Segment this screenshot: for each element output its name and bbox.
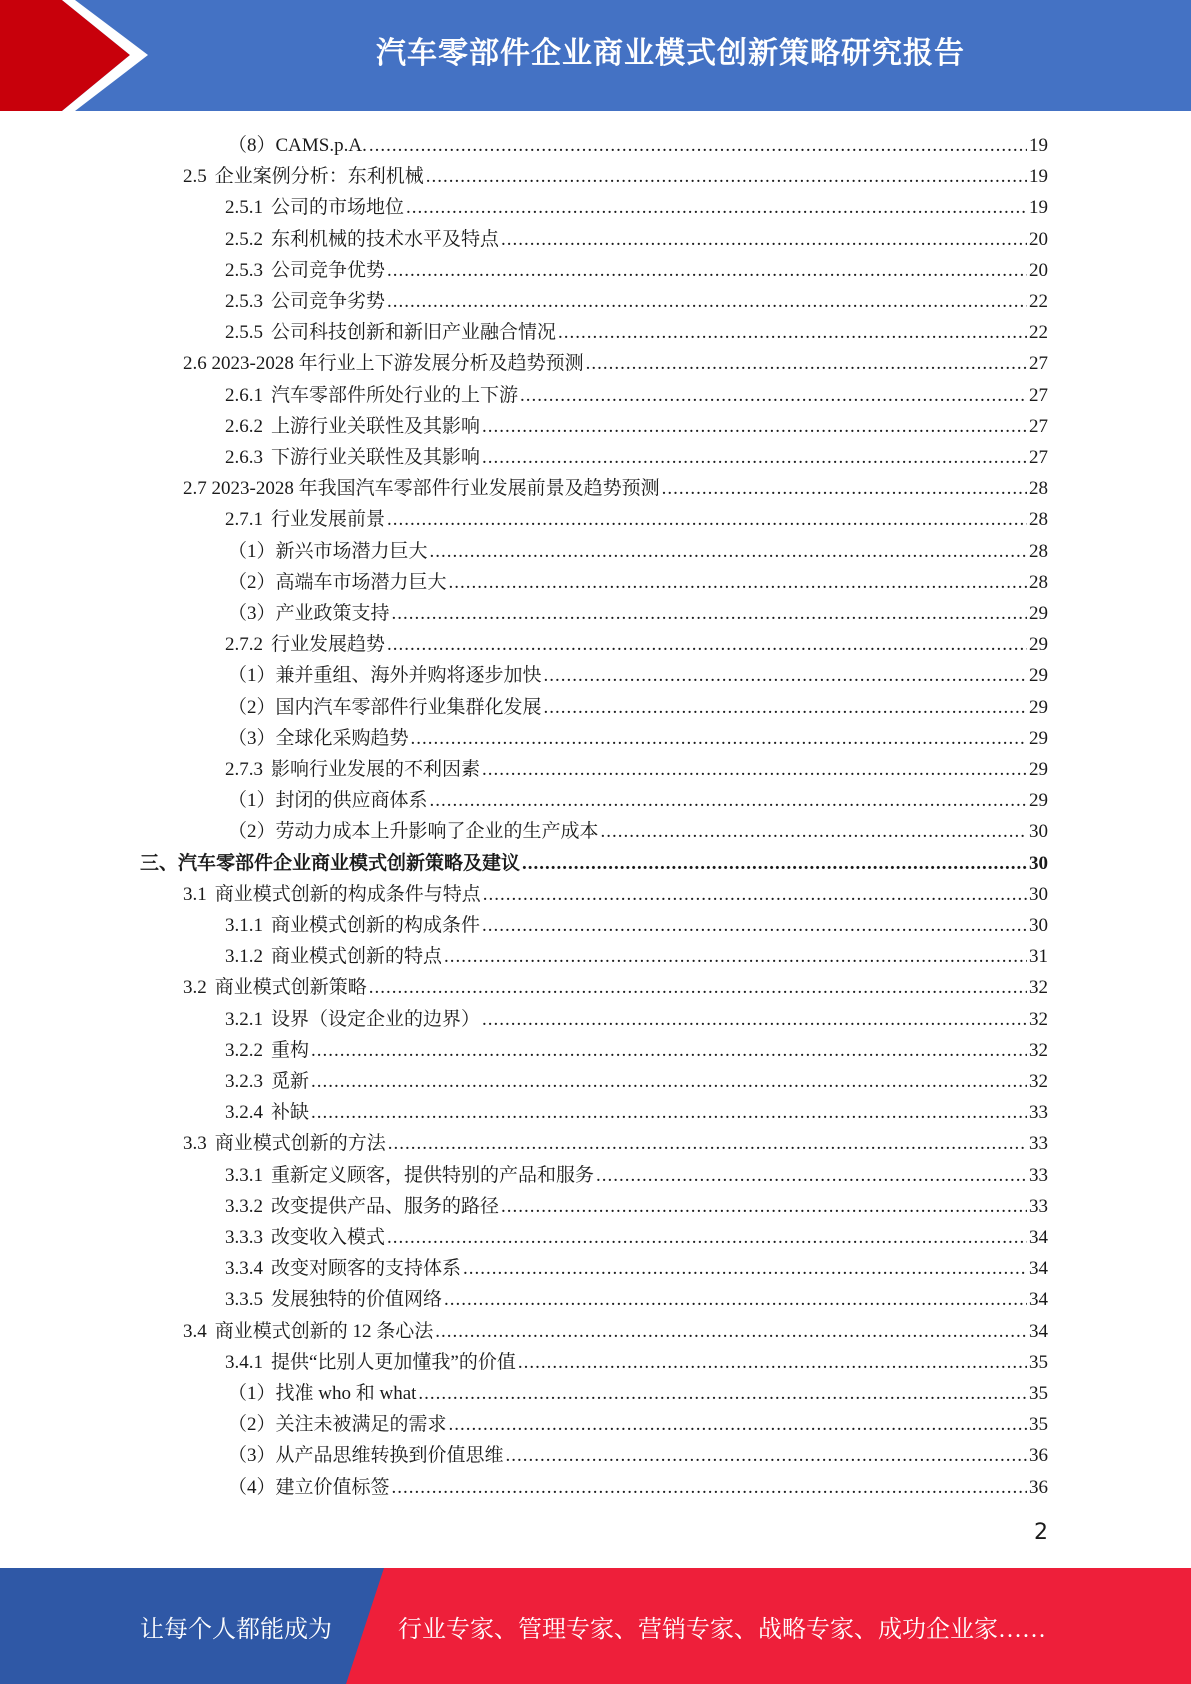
toc-entry-number: 3.4.1: [225, 1351, 263, 1373]
toc-entry-label: [225, 633, 385, 657]
toc-dot-leader: [544, 696, 1027, 720]
toc-entry-label: [228, 1382, 416, 1406]
toc-entry[interactable]: [228, 1406, 1048, 1437]
toc-entry-text: 企业案例分析：东利机械: [214, 166, 424, 188]
toc-dot-leader: [430, 789, 1027, 813]
toc-entry[interactable]: [225, 1188, 1048, 1219]
toc-dot-leader: [544, 664, 1027, 688]
toc-entry-page: 22: [1029, 322, 1048, 344]
toc-entry-text: （3）产业政策支持: [228, 603, 390, 624]
toc-entry[interactable]: [228, 813, 1048, 844]
toc-entry-number: 2.7.1: [225, 509, 263, 531]
toc-dot-leader: [387, 259, 1027, 283]
report-title: 汽车零部件企业商业模式创新策略研究报告: [376, 36, 965, 71]
toc-entry[interactable]: [225, 501, 1048, 532]
toc-entry-number: 2.7.3: [225, 759, 263, 780]
toc-entry-label: [228, 1476, 390, 1500]
toc-entry-page: 28: [1029, 478, 1048, 500]
toc-dot-leader: [558, 321, 1027, 345]
toc-entry-text: （2）劳动力成本上升影响了企业的生产成本: [228, 821, 599, 843]
toc-entry-label: [225, 1039, 309, 1063]
toc-entry-text: 公司竞争优势: [271, 259, 386, 281]
toc-entry-label: [228, 1413, 447, 1437]
footer-slogan-left: 让每个人都能成为: [140, 1616, 332, 1643]
toc-entry-page: 28: [1029, 509, 1048, 531]
toc-entry-page: 35: [1029, 1351, 1048, 1373]
toc-entry-page: 29: [1029, 759, 1048, 780]
toc-dot-leader: [369, 976, 1027, 1000]
toc-entry[interactable]: [225, 1250, 1048, 1281]
toc-entry[interactable]: [228, 533, 1048, 564]
toc-entry-label: [225, 1195, 499, 1219]
toc-entry[interactable]: [228, 782, 1048, 813]
toc-dot-leader: [483, 883, 1027, 907]
toc-entry-text: 2.6 2023-2028 年行业上下游发展分析及趋势预测: [183, 353, 584, 375]
toc-dot-leader: [369, 134, 1027, 158]
toc-entry-page: 22: [1029, 291, 1048, 312]
toc-entry-page: 29: [1029, 727, 1048, 749]
toc-entry-label: [225, 1070, 309, 1094]
toc-entry-page: 27: [1029, 415, 1048, 437]
toc-entry-label: [228, 602, 390, 626]
page-header: [0, 0, 1191, 111]
toc-dot-leader: [601, 820, 1027, 844]
toc-entry-text: 改变收入模式: [271, 1227, 386, 1248]
toc-entry[interactable]: [225, 252, 1048, 283]
toc-dot-leader: [435, 1320, 1027, 1344]
page-number: 2: [1034, 1520, 1048, 1545]
toc-entry-label: [228, 664, 542, 688]
toc-entry-label: [228, 540, 428, 564]
toc-entry[interactable]: [183, 1125, 1048, 1156]
toc-entry[interactable]: [183, 969, 1048, 1000]
toc-entry-number: 3.3.2: [225, 1195, 263, 1217]
toc-entry[interactable]: [225, 1094, 1048, 1125]
toc-entry[interactable]: [225, 283, 1048, 314]
toc-entry[interactable]: [225, 189, 1048, 220]
toc-entry[interactable]: [225, 439, 1048, 470]
toc-entry-number: 3.2: [183, 977, 207, 999]
toc-entry-text: 设界（设定企业的边界）: [271, 1008, 481, 1030]
toc-entry-label: [228, 727, 409, 751]
toc-dot-leader: [387, 633, 1027, 657]
toc-entry-label: [225, 321, 556, 345]
toc-entry-page: 27: [1029, 447, 1048, 468]
toc-entry-label: [225, 508, 385, 532]
toc-entry-label: [225, 1351, 516, 1375]
toc-entry-text: 行业发展趋势: [271, 634, 386, 656]
toc-entry-label: [228, 789, 428, 813]
toc-dot-leader: [482, 914, 1027, 938]
toc-dot-leader: [501, 1195, 1027, 1219]
toc-entry-page: 28: [1029, 571, 1048, 593]
toc-entry-page: 20: [1029, 228, 1048, 250]
toc-entry-text: 觅新: [271, 1071, 310, 1092]
toc-entry-page: 33: [1029, 1102, 1048, 1124]
header-arrow-decoration: [0, 0, 160, 111]
toc-entry[interactable]: [228, 1375, 1048, 1406]
toc-entry-page: 33: [1029, 1195, 1048, 1217]
toc-entry-text: 改变提供产品、服务的路径: [271, 1195, 500, 1217]
toc-entry-number: 3.2.3: [225, 1071, 263, 1092]
toc-dot-leader: [387, 290, 1027, 314]
toc-entry-text: 汽车零部件所处行业的上下游: [271, 384, 519, 406]
toc-entry[interactable]: [228, 689, 1048, 720]
toc-dot-leader: [387, 1226, 1027, 1250]
toc-dot-leader: [444, 1288, 1027, 1312]
toc-entry[interactable]: [228, 564, 1048, 595]
toc-entry[interactable]: [225, 408, 1048, 439]
toc-entry-text: （1）封闭的供应商体系: [228, 790, 428, 812]
toc-entry[interactable]: [225, 1344, 1048, 1375]
toc-entry-number: 3.1.1: [225, 915, 263, 936]
toc-entry-label: [183, 1132, 386, 1156]
toc-entry-text: （1）新兴市场潜力巨大: [228, 540, 428, 562]
toc-entry-page: 29: [1029, 790, 1048, 812]
toc-dot-leader: [311, 1039, 1027, 1063]
toc-entry-text: 上游行业关联性及其影响: [271, 415, 481, 437]
toc-entry[interactable]: [228, 720, 1048, 751]
toc-entry-page: 19: [1029, 197, 1048, 219]
toc-entry-number: 2.6.3: [225, 447, 263, 468]
toc-entry[interactable]: [228, 657, 1048, 688]
toc-entry-number: 3.2.4: [225, 1102, 263, 1124]
toc-entry[interactable]: [183, 470, 1048, 501]
toc-dot-leader: [482, 415, 1027, 439]
toc-entry[interactable]: [225, 221, 1048, 252]
toc-dot-leader: [411, 727, 1027, 751]
toc-entry[interactable]: [183, 345, 1048, 376]
toc-entry-number: 3.2.2: [225, 1039, 263, 1061]
toc-entry-label: [225, 384, 518, 408]
toc-dot-leader: [388, 1132, 1027, 1156]
toc-entry-text: 补缺: [271, 1102, 310, 1124]
toc-entry-page: 20: [1029, 259, 1048, 281]
toc-entry-page: 27: [1029, 384, 1048, 406]
toc-dot-leader: [482, 1008, 1027, 1032]
toc-entry-text: 三、汽车零部件企业商业模式创新策略及建议: [140, 852, 521, 874]
toc-entry[interactable]: [183, 876, 1048, 907]
toc-entry[interactable]: [140, 845, 1048, 876]
toc-entry-text: （2）关注未被满足的需求: [228, 1414, 447, 1436]
toc-entry-text: 影响行业发展的不利因素: [271, 759, 481, 780]
toc-dot-leader: [387, 508, 1027, 532]
toc-entry[interactable]: [228, 595, 1048, 626]
toc-dot-leader: [444, 945, 1027, 969]
toc-entry[interactable]: [225, 907, 1048, 938]
page-footer: [0, 1568, 1191, 1684]
toc-entry-text: 东利机械的技术水平及特点: [271, 228, 500, 250]
toc-entry-page: 34: [1029, 1227, 1048, 1248]
toc-entry-label: [225, 1226, 385, 1250]
toc-entry-page: 34: [1029, 1258, 1048, 1280]
toc-entry-page: 31: [1029, 946, 1048, 968]
toc-entry[interactable]: [225, 751, 1048, 782]
toc-entry-text: 商业模式创新的特点: [271, 946, 443, 968]
toc-entry-number: 2.5: [183, 166, 207, 188]
toc-entry-label: [183, 352, 584, 376]
toc-entry-page: 35: [1029, 1383, 1048, 1404]
toc-entry-text: （8）CAMS.p.A.: [228, 135, 367, 156]
toc-entry-label: [183, 976, 367, 1000]
toc-entry-text: 商业模式创新策略: [214, 977, 367, 999]
toc-entry-number: 2.6.2: [225, 415, 263, 437]
toc-dot-leader: [311, 1070, 1027, 1094]
toc-entry[interactable]: [225, 1281, 1048, 1312]
toc-entry[interactable]: [228, 1437, 1048, 1468]
toc-entry[interactable]: [228, 1469, 1048, 1500]
toc-entry[interactable]: [183, 1313, 1048, 1344]
toc-entry-label: [183, 477, 660, 501]
toc-entry-label: [140, 852, 520, 876]
toc-entry[interactable]: [225, 938, 1048, 969]
toc-entry-text: （2）国内汽车零部件行业集群化发展: [228, 696, 542, 718]
toc-entry-text: 提供“比别人更加懂我”的价值: [271, 1351, 516, 1373]
toc-entry[interactable]: [225, 1001, 1048, 1032]
toc-dot-leader: [501, 228, 1027, 252]
toc-entry-page: 32: [1029, 1071, 1048, 1092]
toc-dot-leader: [520, 384, 1027, 408]
toc-dot-leader: [482, 758, 1027, 782]
toc-entry-label: [225, 446, 480, 470]
toc-dot-leader: [596, 1164, 1027, 1188]
toc-dot-leader: [406, 196, 1027, 220]
toc-entry-page: 35: [1029, 1414, 1048, 1436]
toc-entry[interactable]: [225, 1219, 1048, 1250]
footer-slogan-right: 行业专家、管理专家、营销专家、战略专家、成功企业家……: [398, 1616, 1046, 1643]
toc-dot-leader: [586, 352, 1027, 376]
toc-entry-label: [228, 134, 367, 158]
toc-entry-number: 2.5.3: [225, 259, 263, 281]
toc-entry[interactable]: [225, 626, 1048, 657]
toc-entry-page: 34: [1029, 1320, 1048, 1342]
toc-entry-page: 34: [1029, 1289, 1048, 1311]
toc-entry-label: [225, 1008, 480, 1032]
toc-entry-page: 36: [1029, 1476, 1048, 1498]
toc-entry-text: （3）全球化采购趋势: [228, 727, 409, 749]
toc-dot-leader: [426, 165, 1027, 189]
toc-dot-leader: [449, 571, 1027, 595]
toc-dot-leader: [392, 602, 1027, 626]
toc-entry-label: [225, 1101, 309, 1125]
toc-entry-page: 30: [1029, 821, 1048, 843]
toc-entry-label: [225, 228, 499, 252]
toc-entry[interactable]: [183, 158, 1048, 189]
toc-entry-text: 公司的市场地位: [271, 197, 405, 219]
toc-entry-text: 公司科技创新和新旧产业融合情况: [271, 322, 557, 344]
toc-entry-label: [225, 1288, 442, 1312]
toc-dot-leader: [518, 1351, 1027, 1375]
toc-entry-number: 2.5.2: [225, 228, 263, 250]
toc-dot-leader: [418, 1382, 1027, 1406]
toc-entry-label: [225, 259, 385, 283]
toc-entry-number: 3.3.1: [225, 1164, 263, 1186]
toc-entry-text: 下游行业关联性及其影响: [271, 447, 481, 468]
toc-entry-text: 2.7 2023-2028 年我国汽车零部件行业发展前景及趋势预测: [183, 478, 660, 500]
toc-entry-text: 重构: [271, 1039, 310, 1061]
toc-entry-label: [225, 196, 404, 220]
toc-entry[interactable]: [225, 377, 1048, 408]
toc-entry-label: [225, 1257, 461, 1281]
toc-entry-number: 3.3.5: [225, 1289, 263, 1311]
toc-entry-page: 29: [1029, 696, 1048, 718]
toc-dot-leader: [463, 1257, 1027, 1281]
toc-entry-number: 2.7.2: [225, 634, 263, 656]
toc-entry-page: 19: [1029, 166, 1048, 188]
toc-entry[interactable]: [228, 127, 1048, 158]
toc-entry-page: 29: [1029, 665, 1048, 687]
toc-entry[interactable]: [225, 1032, 1048, 1063]
toc-entry-text: 重新定义顾客，提供特别的产品和服务: [271, 1164, 595, 1186]
toc-dot-leader: [522, 852, 1027, 876]
toc-entry-page: 32: [1029, 977, 1048, 999]
toc-entry-text: 公司竞争劣势: [271, 291, 386, 312]
toc-entry-page: 33: [1029, 1133, 1048, 1155]
toc-entry-page: 33: [1029, 1164, 1048, 1186]
toc-dot-leader: [311, 1101, 1027, 1125]
toc-entry-text: （2）高端车市场潜力巨大: [228, 571, 447, 593]
toc-entry-number: 3.3: [183, 1133, 207, 1155]
toc-entry-text: 发展独特的价值网络: [271, 1289, 443, 1311]
toc-entry-page: 32: [1029, 1039, 1048, 1061]
toc-entry-label: [228, 696, 542, 720]
toc-entry-page: 30: [1029, 883, 1048, 905]
toc-entry-number: 3.1.2: [225, 946, 263, 968]
toc-entry-number: 3.2.1: [225, 1008, 263, 1030]
toc-entry-text: 商业模式创新的方法: [214, 1133, 386, 1155]
toc-entry-text: （3）从产品思维转换到价值思维: [228, 1445, 504, 1467]
toc-entry-text: 商业模式创新的 12 条心法: [214, 1320, 434, 1342]
toc-entry-page: 29: [1029, 634, 1048, 656]
toc-entry-label: [228, 1444, 504, 1468]
toc-entry-number: 2.5.1: [225, 197, 263, 219]
toc-entry-page: 30: [1029, 852, 1048, 874]
toc-entry-number: 3.3.4: [225, 1258, 263, 1280]
toc-entry-label: [183, 165, 424, 189]
toc-entry-label: [225, 914, 480, 938]
toc-entry[interactable]: [225, 314, 1048, 345]
toc-dot-leader: [506, 1444, 1027, 1468]
toc-entry-text: （1）找准 who 和 what: [228, 1383, 417, 1404]
toc-entry-number: 2.6.1: [225, 384, 263, 406]
toc-entry-label: [183, 883, 481, 907]
toc-entry[interactable]: [225, 1157, 1048, 1188]
toc-entry-text: 改变对顾客的支持体系: [271, 1258, 462, 1280]
toc-entry-label: [225, 945, 442, 969]
toc-dot-leader: [482, 446, 1027, 470]
toc-entry-text: （1）兼并重组、海外并购将逐步加快: [228, 665, 542, 687]
toc-entry-number: 2.5.3: [225, 291, 263, 312]
toc-entry-number: 3.3.3: [225, 1227, 263, 1248]
toc-entry-page: 19: [1029, 135, 1048, 156]
toc-dot-leader: [662, 477, 1027, 501]
toc-entry-label: [183, 1320, 433, 1344]
toc-entry-page: 27: [1029, 353, 1048, 375]
toc-entry-page: 32: [1029, 1008, 1048, 1030]
toc-entry-label: [225, 1164, 594, 1188]
toc-entry-label: [228, 820, 599, 844]
toc-entry[interactable]: [225, 1063, 1048, 1094]
toc-entry-page: 28: [1029, 540, 1048, 562]
toc-entry-number: 3.4: [183, 1320, 207, 1342]
toc-entry-number: 2.5.5: [225, 322, 263, 344]
toc-entry-page: 29: [1029, 603, 1048, 624]
toc-entry-text: 商业模式创新的构成条件与特点: [214, 883, 481, 905]
toc-entry-label: [228, 571, 447, 595]
toc-entry-label: [225, 415, 480, 439]
toc-entry-text: 行业发展前景: [271, 509, 386, 531]
toc-dot-leader: [430, 540, 1027, 564]
toc-dot-leader: [449, 1413, 1027, 1437]
toc-entry-number: 3.1: [183, 883, 207, 905]
toc-entry-label: [225, 758, 480, 782]
toc-entry-page: 36: [1029, 1445, 1048, 1467]
toc-entry-label: [225, 290, 385, 314]
toc-entry-page: 30: [1029, 915, 1048, 936]
toc-entry-text: 商业模式创新的构成条件: [271, 915, 481, 936]
toc-dot-leader: [392, 1476, 1027, 1500]
toc-entry-text: （4）建立价值标签: [228, 1476, 390, 1498]
